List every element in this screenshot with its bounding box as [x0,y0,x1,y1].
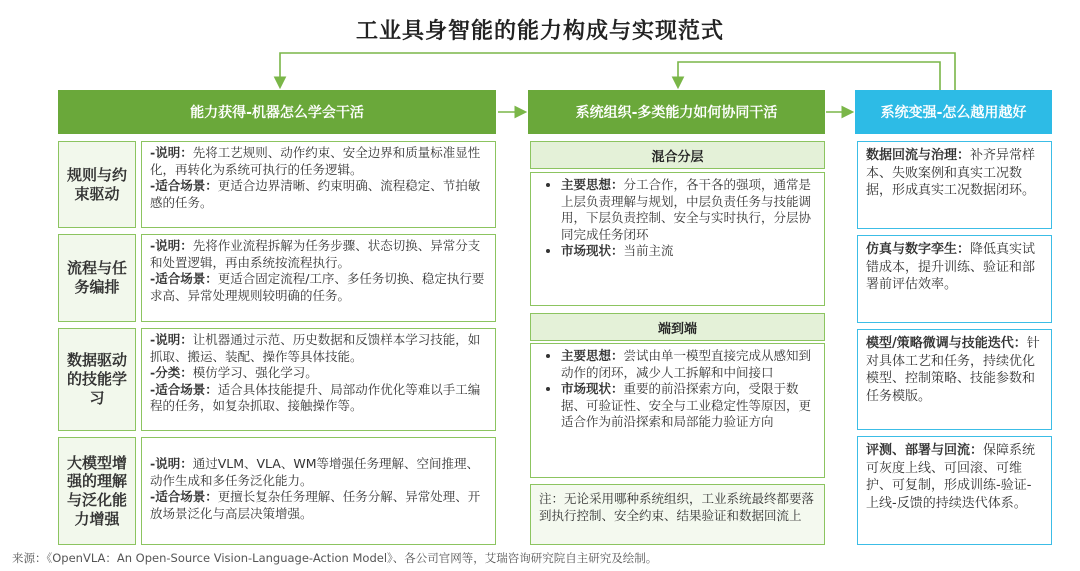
idea-text: 尝试由单一模型直接完成从感知到动作的闭环，减少人工拆解和中间接口 [561,348,812,380]
scene-text: 更擅长复杂任务理解、任务分解、异常处理、开放场景泛化与高层决策增强。 [150,489,481,521]
scene-key: -适合场景： [150,271,218,286]
right-box-evaluation [857,436,1052,545]
list-item [561,243,816,260]
desc-key: -说明： [150,456,193,471]
middle-column-header: 系统组织-多类能力如何协同干活 [528,90,825,134]
idea-text: 分工合作，各干各的强项，通常是上层负责理解与规划，中层负责任务与技能调用，下层负责控制、安全与实时执行，分层协同完成任务闭环 [561,177,812,242]
desc-text: 先将作业流程拆解为任务步骤、状态切换、异常分支和处置逻辑，再由系统按流程执行。 [150,238,481,270]
class-key: -分类： [150,365,193,380]
desc-key: -说明： [150,145,193,160]
market-text: 重要的前沿探索方向，受限于数据、可验证性、安全与工业稳定性等原因，更适合作为前沿探索和局部能力验证方向 [561,381,812,429]
market-text: 当前主流 [623,243,674,258]
list-item [561,177,816,243]
scene-text: 更适合固定流程/工序、多任务切换、稳定执行要求高、异常处理规则较明确的任务。 [150,271,485,303]
hybrid-box [530,172,825,306]
desc-key: -说明： [150,238,193,253]
row-text-llm [141,437,496,545]
e2e-title: 端到端 [530,313,825,341]
list-item [561,381,816,431]
row-label-data-driven: 数据驱动的技能学习 [58,328,136,431]
row-text-data-driven [141,328,496,431]
feedback-arrow-outer [280,53,955,90]
desc-text: 先将工艺规则、动作约束、安全边界和质量标准显性化，再转化为系统可执行的任务逻辑。 [150,145,481,177]
desc-key: -说明： [150,332,193,347]
row-text-process [141,234,496,322]
feedback-arrow-inner [678,62,940,90]
market-key: 市场现状： [561,243,624,258]
scene-text: 适合具体技能提升、局部动作优化等难以手工编程的任务，如复杂抓取、接触操作等。 [150,381,481,413]
right-column-header: 系统变强-怎么越用越好 [855,90,1052,134]
right-box-data-loop [857,141,1052,229]
right-box-key: 模型/策略微调与技能迭代： [866,336,1027,351]
hybrid-title: 混合分层 [530,141,825,169]
idea-key: 主要思想： [561,348,624,363]
list-item [561,348,816,381]
right-box-key: 数据回流与治理： [866,148,971,163]
right-box-text: 保障系统可灰度上线、可回滚、可维护、可复制，形成训练-验证-上线-反馈的持续迭代体系。 [866,443,1036,512]
right-box-simulation [857,235,1052,323]
source-note: 来源：《OpenVLA：An Open-Source Vision-Language-Action Model》、各公司官网等，艾瑞咨询研究院自主研究及绘制。 [12,551,658,565]
market-key: 市场现状： [561,381,624,396]
scene-key: -适合场景： [150,489,218,504]
class-text: 模仿学习、强化学习。 [192,365,318,380]
right-box-key: 评测、部署与回流： [866,443,984,458]
row-text-rules [141,141,496,228]
row-label-rules: 规则与约束驱动 [58,141,136,228]
desc-text: 让机器通过示范、历史数据和反馈样本学习技能，如抓取、搬运、装配、操作等具体技能。 [150,332,481,364]
row-label-process: 流程与任务编排 [58,234,136,322]
row-label-llm: 大模型增强的理解与泛化能力增强 [58,437,136,545]
right-box-text: 降低真实试错成本，提升训练、验证和部署前评估效率。 [866,242,1036,293]
right-box-finetune [857,329,1052,430]
scene-text: 更适合边界清晰、约束明确、流程稳定、节拍敏感的任务。 [150,178,481,210]
right-box-text: 补齐异常样本、失败案例和真实工况数据，形成真实工况数据闭环。 [866,148,1036,199]
desc-text: 通过VLM、VLA、WM等增强任务理解、空间推理、动作生成和多任务泛化能力。 [150,456,480,488]
e2e-box [530,343,825,478]
page-title: 工业具身智能的能力构成与实现范式 [355,19,724,44]
idea-key: 主要思想： [561,177,624,192]
right-box-text: 针对具体工艺和任务，持续优化模型、控制策略、技能参数和任务模版。 [866,336,1040,405]
left-column-header: 能力获得-机器怎么学会干活 [58,90,496,134]
scene-key: -适合场景： [150,178,218,193]
note-box: 注：无论采用哪种系统组织，工业系统最终都要落到执行控制、安全约束、结果验证和数据回流上 [530,484,825,545]
right-box-key: 仿真与数字孪生： [866,242,971,257]
scene-key: -适合场景： [150,381,218,397]
